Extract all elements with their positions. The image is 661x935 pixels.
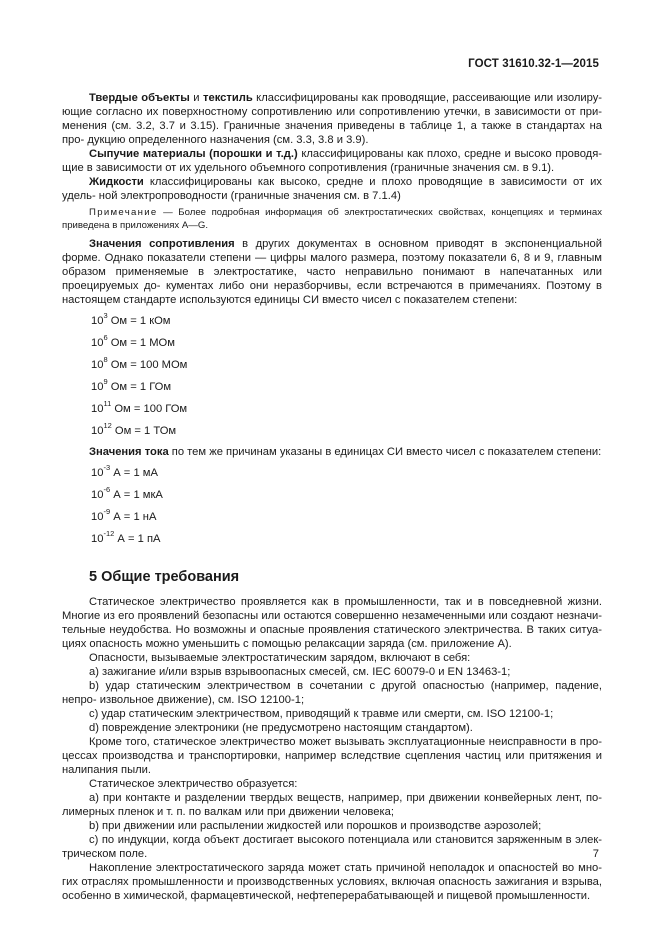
paragraph-resistance-values: Значения сопротивления в других документах в основном приводят в экспоненциальной форме. Однако показатели степени — цифры малого размера, поэтому показатели 6, 8 и 9, главным образом применяемые в электростатике, часто неправильно понимают в напечатанных или проецируемых до- кументах либо они неразборчивы, если встречаются в примечаниях. Поэтому в настоящем стандарте используются единицы СИ вместо чисел с показателем степени:	[62, 238, 602, 306]
section-paragraph: Статическое электричество образуется:	[89, 778, 298, 790]
formula-line: $10^6$ Ом = 1 МОм	[91, 333, 175, 349]
formula-line: $10^3$ Ом = 1 кОм	[91, 311, 171, 327]
formula-line: $10^{-3}$ А = 1 мА	[91, 463, 158, 479]
term-resistance-values: Значения сопротивления	[89, 238, 235, 250]
paragraph-solid-objects: Твердые объекты и текстиль классифицированы как проводящие, рассеивающие или изолиру- ющие согласно их поверхностному сопротивлению или сопротивлению утечки, в зависимости от при- менения (см. 3.2, 3.7 и 3.15). Граничные значения приведены в таблице 1, а также в стандартах на про- дукцию определенного назначения (см. 3.3, 3.8 и 3.9).	[62, 92, 603, 146]
paragraph-bulk-materials: Сыпучие материалы (порошки и т.д.) классифицированы как плохо, средне и высоко проводя- щие в зависимости от их удельного объемного сопротивления (граничные значения см. в 9.1).	[62, 148, 602, 174]
term-bulk-materials: Сыпучие материалы (порошки и т.д.)	[89, 148, 298, 160]
resistance-formula-list	[62, 311, 602, 439]
term-current-values: Значения тока	[89, 446, 169, 458]
formula-line: $10^{12}$ Ом = 1 ТОм	[91, 421, 177, 437]
section-paragraph: Накопление электростатического заряда может стать причиной неполадок и опасностей во мно- гих отраслях промышленности и производственных условиях, включая опасность зажигания и взрыва, особенно в химической, фармацевтической, нефтеперерабатывающей и пищевой промышленности.	[62, 862, 602, 902]
list-item: d) повреждение электроники (не предусмотрено настоящим стандартом).	[89, 722, 473, 734]
list-item: b) при движении или распылении жидкостей или порошков и производстве аэрозолей;	[89, 820, 542, 832]
paragraph-current-values: Значения тока по тем же причинам указаны в единицах СИ вместо чисел с показателем степени:	[89, 446, 602, 458]
note-label: Примечание	[89, 207, 158, 218]
note-paragraph: Примечание — Более подробная информация об электростатических свойствах, концепциях и терминах приведена в приложениях А—G.	[62, 207, 602, 231]
current-formula-list	[62, 463, 602, 547]
section-paragraph: Кроме того, статическое электричество может вызывать эксплуатационные неисправности в про- цессах производства и транспортировки, например вследствие сцепления частиц или притяжения и налипания пыли.	[62, 736, 602, 776]
page-content	[62, 91, 602, 903]
section-paragraph: Опасности, вызываемые электростатическим зарядом, включают в себя:	[89, 652, 471, 664]
term-textile: текстиль	[203, 92, 253, 104]
term-liquids: Жидкости	[89, 176, 144, 188]
term-solid-objects: Твердые объекты	[89, 92, 190, 104]
list-item: а) при контакте и разделении твердых веществ, например, при движении конвейерных лент, по- лимерных пленок и т. п. по валкам или при движении человека;	[62, 792, 602, 818]
document-code-header: ГОСТ 31610.32-1—2015	[468, 58, 599, 70]
paragraph-liquids: Жидкости классифицированы как высоко, средне и плохо проводящие в зависимости от их удель- ной электропроводности (граничные значения см. в 7.1.4)	[62, 176, 602, 202]
list-item: а) зажигание и/или взрыв взрывоопасных смесей, см. IEC 60079-0 и EN 13463-1;	[89, 666, 511, 678]
formula-line: $10^{-9}$ А = 1 нА	[91, 507, 157, 523]
formula-line: $10^{-12}$ А = 1 пА	[91, 529, 161, 545]
list-item: с) удар статическим электричеством, приводящий к травме или смерти, см. ISO 12100-1;	[89, 708, 554, 720]
list-item: b) удар статическим электричеством в сочетании с другой опасностью (например, падение, непро- извольное движение), см. ISO 12100-1;	[62, 680, 602, 706]
section-paragraph: Статическое электричество проявляется как в промышленности, так и в повседневной жизни. Многие из его проявлений безопасны или остаются совершенно незамеченными или создают незначи- тельные неудобства. Но возможны и опасные проявления статического электричества. В таких ситуа- циях опасность можно уменьшить с помощью релаксации заряда (см. приложение А).	[62, 596, 602, 650]
formula-line: $10^{-6}$ А = 1 мкА	[91, 485, 163, 501]
page-number: 7	[592, 848, 599, 860]
formula-line: $10^8$ Ом = 100 МОм	[91, 355, 188, 371]
formula-line: $10^9$ Ом = 1 ГОм	[91, 377, 172, 393]
formula-line: $10^{11}$ Ом = 100 ГОм	[91, 399, 188, 415]
list-item: с) по индукции, когда объект достигает высокого потенциала или становится заряженным в элек- трическом поле.	[62, 834, 602, 860]
section-heading: 5 Общие требования	[89, 569, 240, 585]
